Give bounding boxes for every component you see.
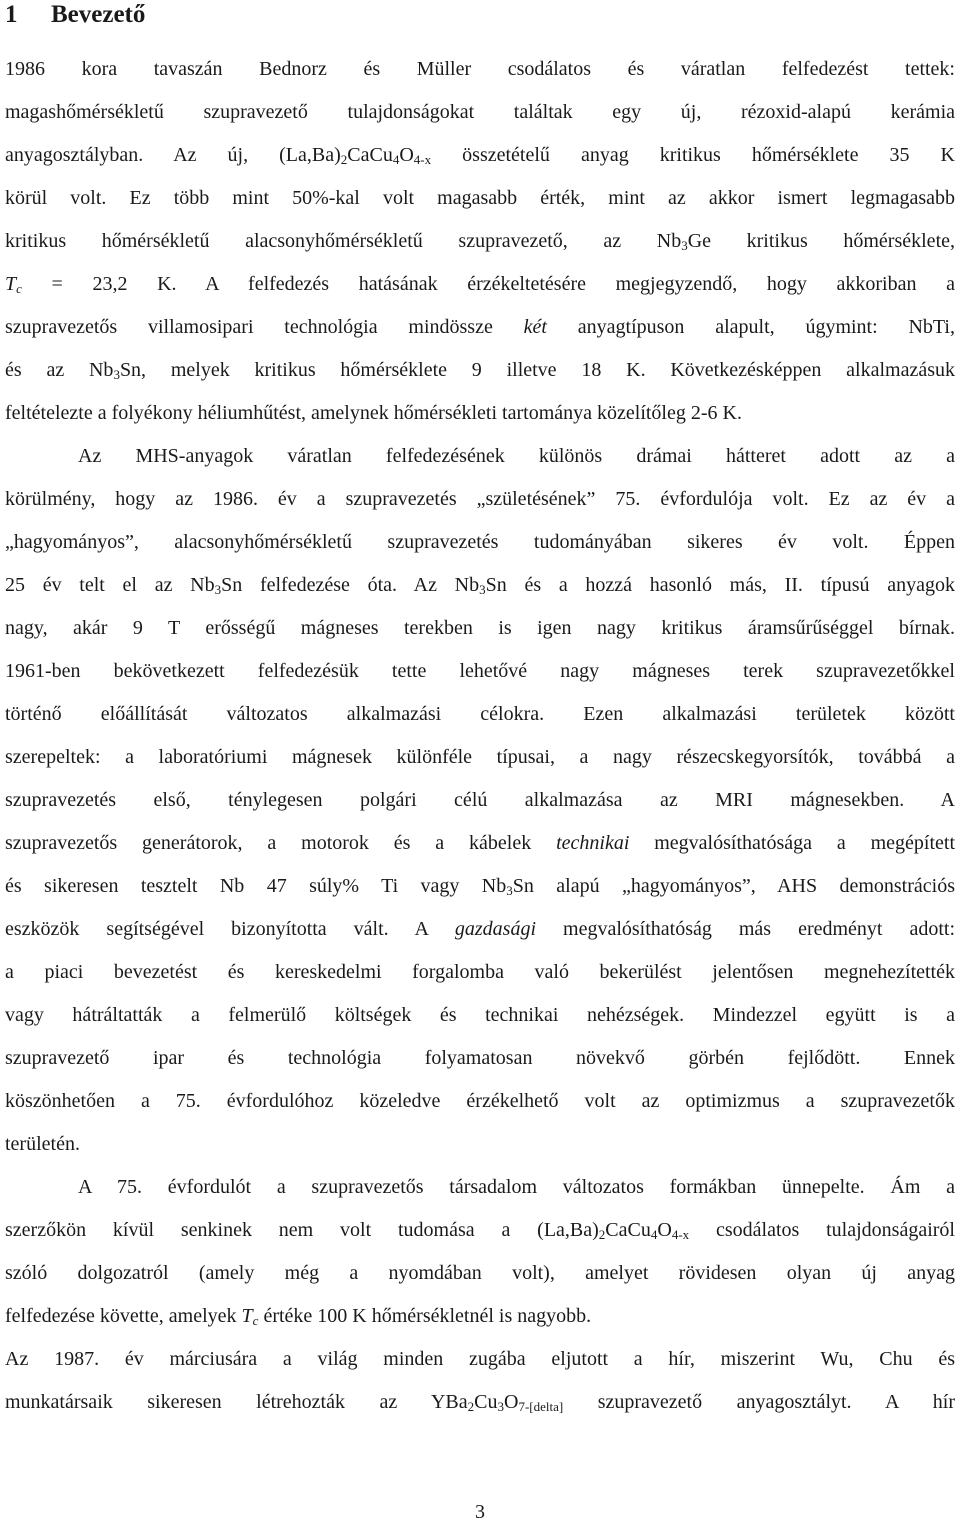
text-run: kritikus hőmérsékletű alacsonyhőmérsékletű szupravezető, az Nb: [5, 230, 682, 252]
text-line: [5, 1127, 955, 1161]
text-run: Az MHS-anyagok váratlan felfedezésének különös drámai hátteret adott az a: [78, 445, 955, 467]
text-run: két: [523, 316, 547, 338]
subscript: 3: [214, 582, 222, 597]
text-run: magashőmérsékletű szupravezető tulajdonságokat találtak egy új, rézoxid-alapú kerámia: [5, 101, 955, 123]
text-line: [5, 611, 955, 645]
text-run: CaCu: [347, 144, 393, 166]
text-run: szupravezető ipar és technológia folyamatosan növekvő görbén fejlődött. Ennek: [5, 1047, 955, 1069]
text-run: technikai: [556, 832, 630, 854]
text-run: eszközök segítségével bizonyította vált. A: [5, 918, 455, 940]
text-run: felfedezése követte, amelyek: [5, 1305, 242, 1327]
text-run: szupravezető anyagosztályt. A hír: [563, 1391, 955, 1413]
text-line: [5, 740, 955, 774]
text-run: munkatársaik sikeresen létrehozták az YBa: [5, 1391, 468, 1413]
text-run: O: [657, 1219, 672, 1241]
text-run: O: [504, 1391, 519, 1413]
text-line: [5, 869, 955, 903]
text-line: [5, 1299, 955, 1333]
text-line: [5, 1342, 955, 1376]
text-run: megvalósíthatóság más eredményt adott:: [536, 918, 956, 940]
subscript: c: [252, 1313, 259, 1328]
text-run: gazdasági: [454, 918, 537, 940]
text-line: [5, 568, 955, 602]
text-run: Sn, melyek kritikus hőmérséklete 9 illetve 18 K. Következésképpen alkalmazásuk: [119, 359, 956, 381]
text-line: [5, 353, 955, 387]
text-line: [5, 1084, 955, 1118]
subscript: 4: [392, 152, 400, 167]
text-run: köszönhetően a 75. évfordulóhoz közeledve érzékelhető volt az optimizmus a szupravezetők: [5, 1090, 955, 1112]
text-run: területén.: [5, 1133, 80, 1155]
text-run: O: [399, 144, 414, 166]
text-line: [5, 138, 955, 172]
text-line: [5, 224, 955, 258]
text-run: körülmény, hogy az 1986. év a szupravezetés „születésének” 75. évfordulója volt. Ez az év a: [5, 488, 955, 510]
text-run: 25 év telt el az Nb: [5, 574, 215, 596]
subscript: 7-[delta]: [518, 1399, 564, 1414]
section-heading: [5, 0, 145, 30]
text-run: megvalósíthatósága a megépített: [629, 832, 955, 854]
subscript: 4-x: [671, 1227, 690, 1242]
text-run: Ge kritikus hőmérséklete,: [687, 230, 955, 252]
text-line: [5, 267, 955, 301]
page-number: 3: [475, 1501, 485, 1523]
text-line: [5, 912, 955, 946]
text-line: [5, 181, 955, 215]
text-run: T: [241, 1305, 253, 1327]
subscript: 4: [650, 1227, 658, 1242]
text-run: szupravezetős villamosipari technológia mindössze: [5, 316, 524, 338]
text-run: anyagtípuson alapult, úgymint: NbTi,: [546, 316, 955, 338]
text-run: Cu: [474, 1391, 498, 1413]
text-run: Sn felfedezése óta. Az Nb: [221, 574, 480, 596]
subscript: 2: [340, 152, 348, 167]
text-line: [5, 310, 955, 344]
text-run: szóló dolgozatról (amely még a nyomdában volt), amelyet rövidesen olyan új anyag: [5, 1262, 955, 1284]
text-line: [5, 396, 955, 430]
text-line: [5, 1213, 955, 1247]
section-number: 1: [5, 1, 18, 28]
text-run: T: [5, 273, 17, 295]
text-run: körül volt. Ez több mint 50%-kal volt magasabb érték, mint az akkor ismert legmagasabb: [5, 187, 955, 209]
text-run: Sn alapú „hagyományos”, AHS demonstrációs: [512, 875, 955, 897]
subscript: 4-x: [413, 152, 432, 167]
text-run: és az Nb: [5, 359, 114, 381]
text-line: [5, 439, 955, 473]
text-run: szupravezetés első, ténylegesen polgári célú alkalmazása az MRI mágnesekben. A: [5, 789, 955, 811]
text-run: A 75. évfordulót a szupravezetős társadalom változatos formákban ünnepelte. Ám a: [78, 1176, 955, 1198]
text-run: Az 1987. év márciusára a világ minden zugába eljutott a hír, miszerint Wu, Chu és: [5, 1348, 955, 1370]
text-line: [5, 1041, 955, 1075]
text-run: anyagosztályban. Az új, (La,Ba): [5, 144, 341, 166]
text-line: [5, 998, 955, 1032]
subscript: 3: [681, 238, 688, 253]
subscript: 3: [113, 367, 120, 382]
subscript: 3: [479, 582, 486, 597]
text-line: [5, 654, 955, 688]
text-line: [5, 525, 955, 559]
text-run: vagy hátráltatták a felmerülő költségek és technikai nehézségek. Mindezzel együtt is a: [5, 1004, 955, 1026]
section-title: Bevezető: [51, 1, 146, 28]
text-run: szupravezetős generátorok, a motorok és a kábelek: [5, 832, 557, 854]
text-line: [5, 697, 955, 731]
text-run: történő előállítását változatos alkalmazási célokra. Ezen alkalmazási területek között: [5, 703, 955, 725]
text-line: [5, 1256, 955, 1290]
text-run: szerzőkön kívül senkinek nem volt tudomása a (La,Ba): [5, 1219, 599, 1241]
subscript: 2: [598, 1227, 606, 1242]
subscript: 2: [467, 1399, 475, 1414]
subscript: 3: [497, 1399, 504, 1414]
text-run: csodálatos tulajdonságairól: [689, 1219, 955, 1241]
text-line: [5, 482, 955, 516]
text-line: [5, 783, 955, 817]
text-run: Sn és a hozzá hasonló más, II. típusú anyagok: [485, 574, 955, 596]
text-run: CaCu: [605, 1219, 651, 1241]
text-run: összetételű anyag kritikus hőmérséklete 35 K: [431, 144, 955, 166]
text-run: a piaci bevezetést és kereskedelmi forgalomba való bekerülést jelentősen megnehezítették: [5, 961, 955, 983]
text-run: = 23,2 K. A felfedezés hatásának érzékeltetésére megjegyzendő, hogy akkoriban a: [21, 273, 955, 295]
text-run: 1986 kora tavaszán Bednorz és Müller csodálatos és váratlan felfedezést tettek:: [5, 58, 955, 80]
text-line: [5, 95, 955, 129]
text-line: [5, 826, 955, 860]
text-run: nagy, akár 9 T erősségű mágneses terekben is igen nagy kritikus áramsűrűséggel bírnak.: [5, 617, 955, 639]
text-line: [5, 955, 955, 989]
text-run: feltételezte a folyékony héliumhűtést, amelynek hőmérsékleti tartománya közelítőleg 2-6 K.: [5, 402, 742, 424]
text-line: [5, 52, 955, 86]
subscript: 3: [506, 883, 513, 898]
text-run: szerepeltek: a laboratóriumi mágnesek különféle típusai, a nagy részecskegyorsítók, továbbá a: [5, 746, 955, 768]
text-line: [5, 1385, 955, 1419]
text-line: [5, 1170, 955, 1204]
text-run: és sikeresen tesztelt Nb 47 súly% Ti vagy Nb: [5, 875, 507, 897]
text-run: értéke 100 K hőmérsékletnél is nagyobb.: [258, 1305, 592, 1327]
subscript: c: [16, 281, 22, 296]
text-run: 1961-ben bekövetkezett felfedezésük tette lehetővé nagy mágneses terek szupravezetőkkel: [5, 660, 955, 682]
text-run: „hagyományos”, alacsonyhőmérsékletű szupravezetés tudományában sikeres év volt. Éppen: [5, 531, 955, 553]
